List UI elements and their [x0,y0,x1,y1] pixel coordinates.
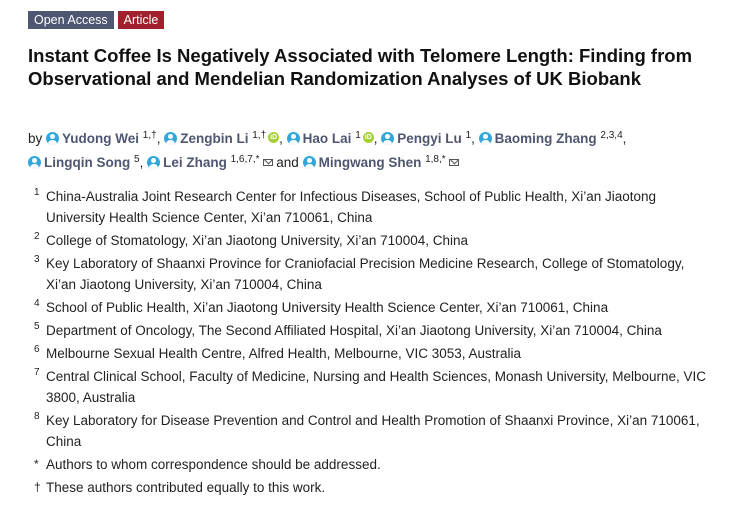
author-name[interactable]: Pengyi Lu [397,131,462,146]
orcid-icon[interactable]: iD [364,134,372,141]
equal-contribution-note [28,477,718,498]
affiliation-item [28,366,718,408]
author-affiliation-sup: 2,3,4 [600,130,623,141]
affiliation-text: Key Laboratory of Shaanxi Province for Craniofacial Precision Medicine Research, College of Stomatology, Xi’an Jiaotong University, Xi’an 710004, China [46,256,685,292]
author-affiliation-sup: 1,† [142,130,157,141]
author-affiliation-sup: 5 [134,154,140,165]
envelope-icon[interactable] [449,159,459,166]
person-icon [303,156,316,169]
author-link[interactable] [303,155,422,170]
affiliation-item [28,297,718,318]
author-link[interactable] [381,131,462,146]
affiliation-item [28,410,718,452]
affiliation-number: 8 [34,411,40,422]
affiliation-text: China-Australia Joint Research Center for Infectious Diseases, School of Public Health, Xi’an Jiaotong University Health Science Center, Xi’an 710061, China [46,189,657,225]
affiliation-text: Key Laboratory for Disease Prevention and Control and Health Promotion of Shaanxi Province, Xi’an 710061, China [46,413,700,449]
badge-row [28,11,164,29]
author-name[interactable]: Lei Zhang [163,155,227,170]
and-label: and [276,155,299,170]
article-type-badge[interactable]: Article [118,11,165,29]
author-link[interactable] [287,131,352,146]
author-name[interactable]: Mingwang Shen [318,155,422,170]
author-name[interactable]: Baoming Zhang [494,131,597,146]
affiliation-number: 2 [34,231,40,242]
envelope-icon[interactable] [263,159,273,166]
affiliation-number: 1 [34,187,40,198]
affiliation-text: Department of Oncology, The Second Affiliated Hospital, Xi’an Jiaotong University, Xi’an 710004, China [46,323,662,338]
author-link[interactable] [46,131,139,146]
note-text: Authors to whom correspondence should be addressed. [46,457,381,472]
author-affiliation-sup: 1 [355,130,361,141]
author-list: by Yudong Wei $^{1,\dagger}$, Zengbin Li $^{1,\dagger}$ iD , Hao Lai $^1$ iD , Pengyi Lu $^1$, Baoming Zhang $^{2,3,4}$, Lingqin Song $^5$, Lei Zhang $^{1,6,7,*}$ and Mingwang Shen $^{1,8,*}$ [28,130,627,170]
affiliation-text: Melbourne Sexual Health Centre, Alfred Health, Melbourne, VIC 3053, Australia [46,346,522,361]
author-affiliation-sup: 1,8,* [425,154,446,165]
note-text: These authors contributed equally to this work. [46,480,326,495]
affiliation-item [28,343,718,364]
affiliation-number: 4 [34,298,40,309]
note-symbol: † [34,480,41,494]
affiliation-text: School of Public Health, Xi’an Jiaotong University Health Science Center, Xi’an 710061, China [46,300,609,315]
author-link[interactable] [147,155,227,170]
affiliation-item [28,230,718,251]
author-link[interactable] [164,131,248,146]
author-name[interactable]: Yudong Wei [62,131,140,146]
author-affiliation-sup: 1,† [252,130,267,141]
affiliation-text: College of Stomatology, Xi’an Jiaotong University, Xi’an 710004, China [46,233,468,248]
author-link[interactable] [479,131,597,146]
affiliation-text: Central Clinical School, Faculty of Medicine, Nursing and Health Sciences, Monash University, Melbourne, VIC 3800, Australia [46,369,707,405]
author-name[interactable]: Zengbin Li [180,131,249,146]
affiliation-item [28,253,718,295]
affiliation-list [28,186,718,500]
affiliation-number: 3 [34,254,40,265]
author-affiliation-sup: 1,6,7,* [230,154,260,165]
person-icon [164,132,177,145]
author-name[interactable]: Hao Lai [302,131,352,146]
author-name[interactable]: Lingqin Song [44,155,131,170]
affiliation-number: 7 [34,367,40,378]
person-icon [381,132,394,145]
note-symbol: * [34,457,39,471]
orcid-icon[interactable]: iD [270,134,278,141]
person-icon [28,156,41,169]
person-icon [479,132,492,145]
affiliation-item [28,186,718,228]
affiliation-number: 5 [34,321,40,332]
affiliation-item [28,320,718,341]
person-icon [287,132,300,145]
affiliation-number: 6 [34,344,40,355]
article-title: Instant Coffee Is Negatively Associated with Telomere Length: Finding from Observational and Mendelian Randomization Analyses of UK Biobank [28,45,693,89]
person-icon [46,132,59,145]
correspondence-note [28,454,718,475]
author-link[interactable] [28,155,130,170]
person-icon [147,156,160,169]
open-access-badge[interactable]: Open Access [28,11,114,29]
by-label: by [28,131,43,146]
author-affiliation-sup: 1 [465,130,472,141]
